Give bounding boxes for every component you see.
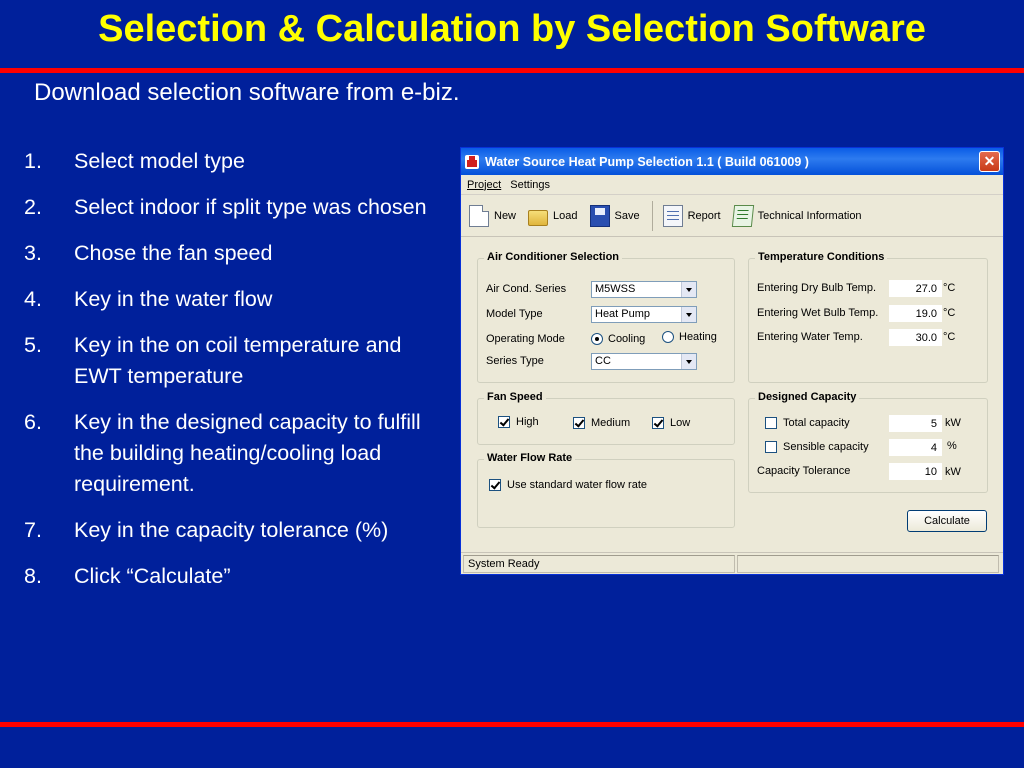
- mode-heating-option[interactable]: [662, 331, 717, 343]
- series-select[interactable]: [591, 281, 697, 298]
- medium-label: Medium: [591, 417, 631, 429]
- wet-bulb-row: [757, 307, 878, 319]
- technical-label: Technical Information: [757, 209, 862, 222]
- menu-settings[interactable]: Settings: [510, 178, 550, 191]
- menu-bar: [461, 175, 1003, 195]
- water-flow-group: [477, 452, 735, 528]
- chevron-down-icon[interactable]: [681, 354, 696, 369]
- floppy-disk-icon: [590, 205, 610, 227]
- status-bar: [461, 552, 1003, 574]
- step-text: Key in the water flow: [74, 287, 273, 311]
- step-text: Click “Calculate”: [74, 564, 231, 588]
- model-select[interactable]: [591, 306, 697, 323]
- dry-bulb-input[interactable]: 27.0: [889, 280, 942, 297]
- steps-list: [24, 146, 444, 607]
- standard-flow-label: Use standard water flow rate: [507, 479, 648, 491]
- step-text: Key in the capacity tolerance (%): [74, 518, 389, 542]
- chevron-down-icon[interactable]: [681, 307, 696, 322]
- top-divider: [0, 68, 1024, 73]
- status-cell-empty: [737, 555, 999, 573]
- step-item: [24, 561, 444, 592]
- water-temp-input[interactable]: 30.0: [889, 329, 942, 346]
- step-number: 2.: [24, 195, 42, 219]
- series-value: M5WSS: [595, 283, 636, 295]
- step-number: 1.: [24, 149, 42, 173]
- sensible-capacity-option[interactable]: [765, 441, 869, 453]
- new-button[interactable]: [469, 205, 516, 227]
- step-number: 3.: [24, 241, 42, 265]
- wet-bulb-label: Entering Wet Bulb Temp.: [757, 307, 879, 319]
- dry-bulb-row: [757, 282, 876, 294]
- report-label: Report: [687, 209, 721, 222]
- chevron-down-icon[interactable]: [681, 282, 696, 297]
- step-text: Select indoor if split type was chosen: [74, 195, 427, 219]
- step-number: 6.: [24, 410, 42, 434]
- step-number: 7.: [24, 518, 42, 542]
- water-temp-unit: °C: [943, 331, 956, 343]
- report-icon: [663, 205, 683, 227]
- designed-capacity-group: [748, 391, 988, 493]
- mode-label: Operating Mode: [486, 333, 565, 345]
- group-title: Fan Speed: [484, 391, 546, 403]
- total-capacity-unit: kW: [945, 417, 961, 429]
- tolerance-unit: kW: [945, 466, 961, 478]
- fan-high-option[interactable]: [498, 416, 539, 428]
- group-title: Water Flow Rate: [484, 452, 575, 464]
- step-item: [24, 192, 444, 223]
- step-text: Key in the on coil temperature and EWT temperature: [74, 333, 402, 388]
- temperature-group: [748, 251, 988, 383]
- tolerance-label: Capacity Tolerance: [757, 465, 851, 477]
- mode-row: [486, 333, 565, 345]
- report-button[interactable]: [663, 205, 721, 227]
- save-button[interactable]: [590, 205, 640, 227]
- fan-medium-option[interactable]: [573, 417, 630, 429]
- menu-project[interactable]: Project: [467, 178, 502, 191]
- app-icon: [465, 155, 479, 169]
- new-document-icon: [469, 205, 489, 227]
- bottom-divider: [0, 722, 1024, 727]
- heating-radio[interactable]: [662, 331, 674, 343]
- slide-title: Selection & Calculation by Selection Software: [98, 8, 926, 50]
- status-text: System Ready: [463, 555, 735, 573]
- fan-low-option[interactable]: [652, 417, 690, 429]
- low-checkbox[interactable]: [652, 417, 664, 429]
- step-text: Select model type: [74, 149, 245, 173]
- sensible-capacity-label: Sensible capacity: [783, 441, 869, 453]
- dry-bulb-unit: °C: [943, 282, 956, 294]
- wet-bulb-unit: °C: [943, 307, 956, 319]
- cooling-label: Cooling: [608, 333, 646, 345]
- step-number: 8.: [24, 564, 42, 588]
- low-label: Low: [670, 417, 691, 429]
- step-text: Key in the designed capacity to fulfill the building heating/cooling load requirement.: [74, 410, 421, 496]
- total-capacity-checkbox[interactable]: [765, 417, 777, 429]
- group-title: Temperature Conditions: [755, 251, 887, 263]
- total-capacity-option[interactable]: [765, 417, 850, 429]
- step-item: [24, 238, 444, 269]
- technical-information-button[interactable]: [733, 205, 862, 227]
- step-item: [24, 515, 444, 546]
- load-button[interactable]: [528, 206, 577, 226]
- series-label: Air Cond. Series: [486, 283, 567, 295]
- sensible-capacity-unit: %: [947, 440, 957, 452]
- step-number: 4.: [24, 287, 42, 311]
- technical-info-icon: [731, 205, 753, 227]
- model-row: [486, 308, 543, 320]
- standard-flow-checkbox[interactable]: [489, 479, 501, 491]
- tolerance-input[interactable]: 10: [889, 463, 942, 480]
- group-title: Air Conditioner Selection: [484, 251, 622, 263]
- dry-bulb-label: Entering Dry Bulb Temp.: [757, 282, 877, 294]
- step-item: [24, 330, 444, 392]
- step-item: [24, 407, 444, 500]
- new-label: New: [494, 209, 517, 222]
- series-type-row: [486, 355, 544, 367]
- folder-open-icon: [528, 210, 548, 226]
- step-item: [24, 146, 444, 177]
- sensible-capacity-input[interactable]: 4: [889, 439, 942, 456]
- group-title: Designed Capacity: [755, 391, 859, 403]
- series-type-value: CC: [595, 355, 611, 367]
- series-type-select[interactable]: [591, 353, 697, 370]
- save-label: Save: [614, 209, 640, 222]
- air-conditioner-group: [477, 251, 735, 383]
- load-label: Load: [553, 209, 578, 222]
- standard-flow-option[interactable]: [489, 479, 647, 491]
- water-temp-row: [757, 331, 863, 343]
- step-text: Chose the fan speed: [74, 241, 273, 265]
- window-titlebar[interactable]: [461, 148, 1003, 175]
- model-value: Heat Pump: [595, 308, 651, 320]
- calculate-button[interactable]: Calculate: [907, 510, 987, 532]
- heating-label: Heating: [679, 331, 717, 343]
- model-label: Model Type: [486, 308, 543, 320]
- toolbar-separator: [652, 201, 653, 231]
- window-title: Water Source Heat Pump Selection 1.1 ( Build 061009 ): [485, 154, 809, 169]
- series-type-label: Series Type: [486, 355, 544, 367]
- fan-speed-group: [477, 391, 735, 445]
- cooling-radio[interactable]: [591, 333, 603, 345]
- toolbar: [461, 195, 1003, 237]
- high-label: High: [516, 416, 539, 428]
- water-temp-label: Entering Water Temp.: [757, 331, 863, 343]
- wet-bulb-input[interactable]: 19.0: [889, 305, 942, 322]
- step-number: 5.: [24, 333, 42, 357]
- step-item: [24, 284, 444, 315]
- close-button[interactable]: ✕: [979, 151, 1000, 172]
- medium-checkbox[interactable]: [573, 417, 585, 429]
- slide-subtitle: Download selection software from e-biz.: [34, 79, 460, 106]
- app-window: [460, 147, 1004, 575]
- total-capacity-label: Total capacity: [783, 417, 850, 429]
- sensible-capacity-checkbox[interactable]: [765, 441, 777, 453]
- high-checkbox[interactable]: [498, 416, 510, 428]
- tolerance-row: [757, 465, 850, 477]
- mode-cooling-option[interactable]: [591, 333, 645, 345]
- series-row: [486, 283, 566, 295]
- total-capacity-input[interactable]: 5: [889, 415, 942, 432]
